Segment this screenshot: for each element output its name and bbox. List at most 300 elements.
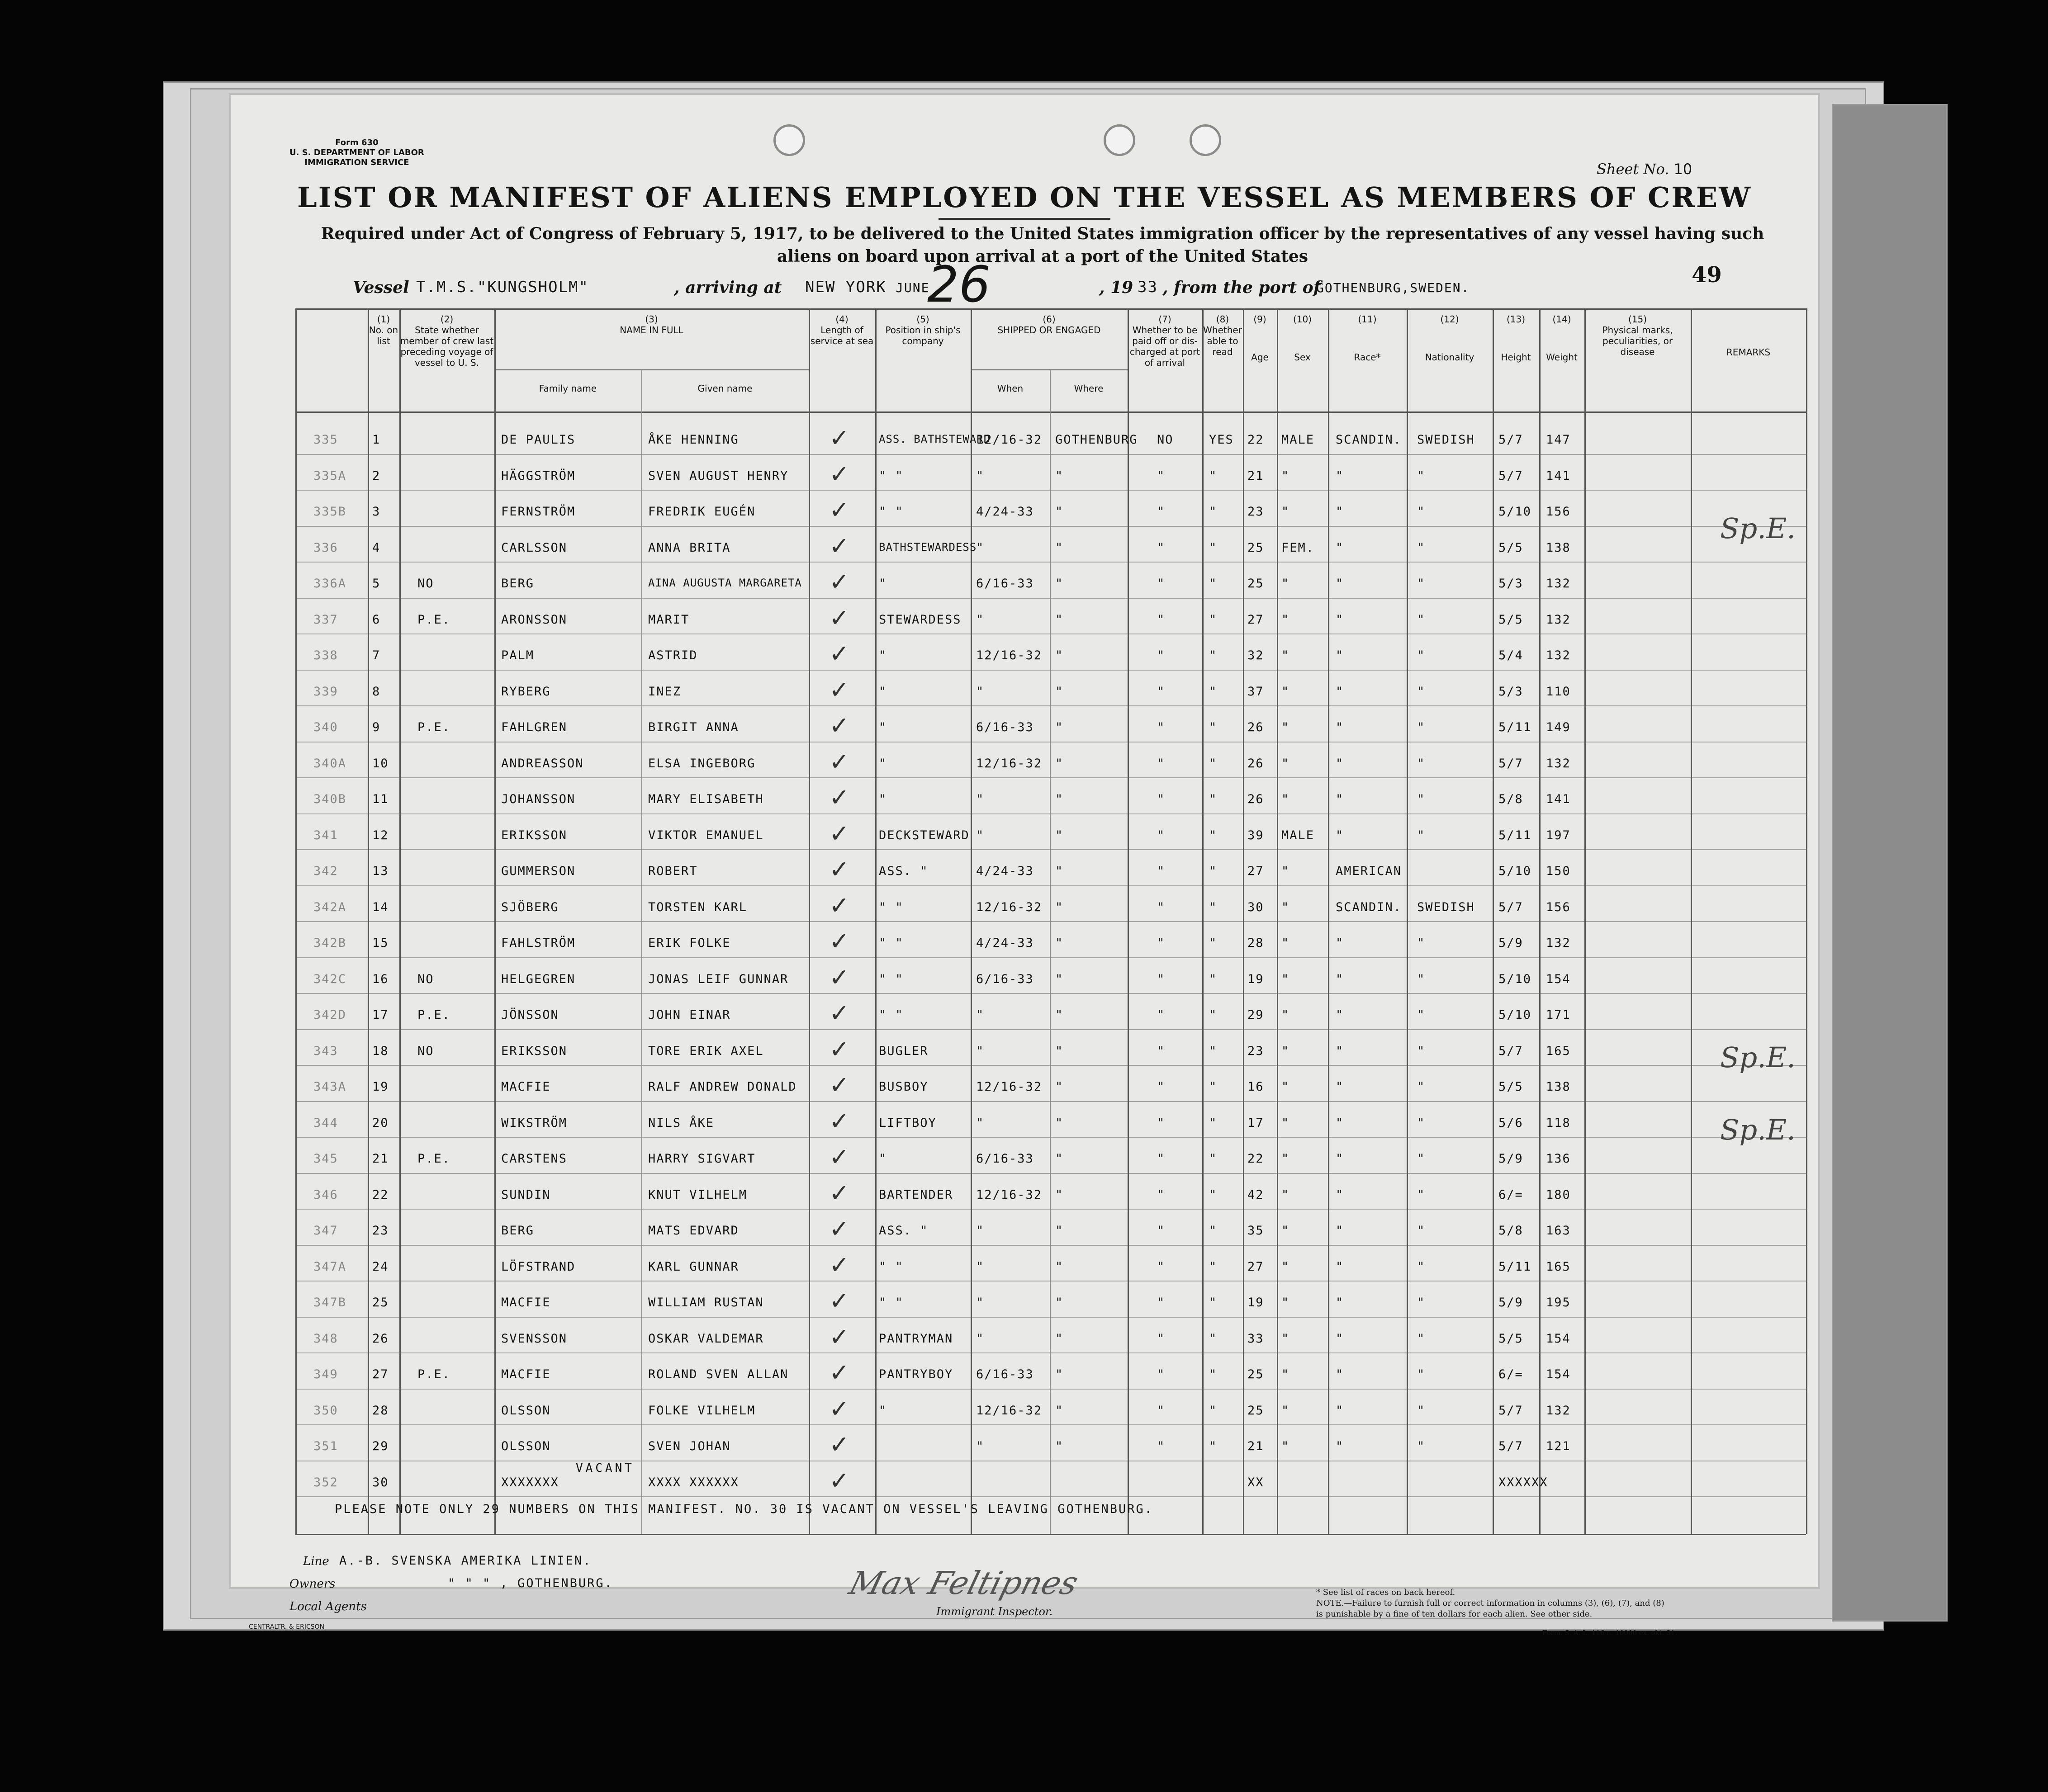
row-family-name: XXXXXXX (501, 1475, 559, 1489)
row-list-number: 1 (372, 433, 381, 447)
row-rule (295, 1029, 1806, 1030)
row-given-name: ASTRID (648, 648, 698, 662)
row-able-to-read: " (1209, 756, 1218, 771)
row-given-name: ELSA INGEBORG (648, 756, 756, 771)
row-race: " (1336, 1187, 1344, 1202)
row-paid-off: " (1157, 1224, 1166, 1238)
row-weight: 197 (1546, 828, 1571, 842)
row-height: 5/10 (1498, 505, 1532, 519)
row-age: 30 (1247, 900, 1264, 914)
row-weight: 132 (1546, 936, 1571, 950)
row-position: " " (879, 1296, 904, 1310)
row-sex: FEM. (1281, 540, 1315, 555)
row-position: BUGLER (879, 1044, 929, 1058)
row-weight: 154 (1546, 972, 1571, 986)
row-given-name: KARL GUNNAR (648, 1259, 739, 1274)
row-ref-number: 340A (313, 756, 347, 771)
arrival-year: 33 (1138, 278, 1158, 296)
year-prefix: , 19 (1099, 278, 1133, 297)
col-header-9: (9) Age (1251, 314, 1269, 363)
row-able-to-read: " (1209, 648, 1218, 662)
row-age: 35 (1247, 1224, 1264, 1238)
row-height: 5/11 (1498, 828, 1532, 842)
row-race: " (1336, 684, 1344, 699)
row-shipped-when: 12/16-32 (976, 648, 1043, 662)
row-position: ASS. BATHSTEWARD (879, 433, 991, 445)
row-position: " " (879, 936, 904, 950)
row-weight: 138 (1546, 1080, 1571, 1094)
row-race: " (1336, 1439, 1344, 1453)
row-race: " (1336, 1152, 1344, 1166)
service-check-icon: ✓ (829, 496, 850, 524)
row-age: 27 (1247, 612, 1264, 627)
row-nationality: " (1417, 972, 1426, 986)
column-divider (368, 308, 369, 1534)
table-header-rule (295, 411, 1806, 413)
row-rule (295, 1209, 1806, 1210)
row-ref-number: 352 (313, 1475, 338, 1489)
row-age: 28 (1247, 936, 1264, 950)
row-height: 5/4 (1498, 648, 1523, 662)
row-paid-off: " (1157, 828, 1166, 842)
row-ref-number: 341 (313, 828, 338, 842)
row-shipped-when: 6/16-33 (976, 1152, 1034, 1166)
service-name: IMMIGRATION SERVICE (304, 158, 409, 167)
row-nationality: " (1417, 1224, 1426, 1238)
department-name: U. S. DEPARTMENT OF LABOR (289, 148, 424, 157)
row-weight: 156 (1546, 505, 1571, 519)
row-able-to-read: " (1209, 972, 1218, 986)
row-family-name: ERIKSSON (501, 1044, 568, 1058)
row-paid-off: NO (1157, 433, 1174, 447)
row-shipped-where: " (1055, 1403, 1064, 1418)
arriving-label: , arriving at (674, 278, 782, 297)
line-label: Line (303, 1555, 329, 1568)
row-sex: " (1281, 720, 1290, 734)
row-position: " (879, 756, 887, 771)
col-header-13: (13) Height (1501, 314, 1531, 363)
row-shipped-where: " (1055, 1259, 1064, 1274)
row-position: " (879, 1403, 887, 1418)
row-family-name: JÖNSSON (501, 1008, 559, 1022)
row-given-name: ERIK FOLKE (648, 936, 731, 950)
service-check-icon: ✓ (829, 424, 850, 452)
row-race: " (1336, 720, 1344, 734)
row-list-number: 18 (372, 1044, 389, 1058)
row-sex: " (1281, 577, 1290, 591)
row-nationality: " (1417, 648, 1426, 662)
row-ref-number: 345 (313, 1152, 338, 1166)
col-header-4: (4) Length of service at sea (810, 314, 874, 346)
row-sex: " (1281, 1296, 1290, 1310)
row-rule (295, 670, 1806, 671)
row-race: " (1336, 1259, 1344, 1274)
row-race: " (1336, 577, 1344, 591)
row-able-to-read: " (1209, 1296, 1218, 1310)
row-weight: 171 (1546, 1008, 1571, 1022)
row-given-name: TORE ERIK AXEL (648, 1044, 764, 1058)
row-previous-voyage: NO (417, 577, 434, 591)
name-subheader-rule (494, 369, 809, 370)
row-family-name: JOHANSSON (501, 792, 576, 806)
row-nationality: " (1417, 505, 1426, 519)
row-given-name: AINA AUGUSTA MARGARETA (648, 577, 802, 589)
service-check-icon: ✓ (829, 1430, 850, 1459)
row-position: PANTRYBOY (879, 1367, 953, 1381)
row-shipped-when: 6/16-33 (976, 577, 1034, 591)
row-list-number: 8 (372, 684, 381, 699)
row-paid-off: " (1157, 684, 1166, 699)
row-ref-number: 343 (313, 1044, 338, 1058)
row-nationality: " (1417, 1296, 1426, 1310)
row-family-name: GUMMERSON (501, 864, 576, 878)
row-position: " (879, 1152, 887, 1166)
footnotes: * See list of races on back hereof. NOTE.—Failure to furnish full or correct information in columns (3), (6), (7), and (8) is punishable by a fine of ten dollars for each alien. See other side. (1316, 1588, 1664, 1619)
row-nationality: " (1417, 540, 1426, 555)
row-position: " " (879, 972, 904, 986)
row-height: 5/7 (1498, 756, 1523, 771)
service-check-icon: ✓ (829, 1071, 850, 1099)
row-shipped-when: " (976, 1331, 985, 1346)
row-paid-off: " (1157, 900, 1166, 914)
col-header-8: (8) Whether able to read (1203, 314, 1242, 357)
row-height: 5/7 (1498, 900, 1523, 914)
row-position: " (879, 684, 887, 699)
row-shipped-when: 4/24-33 (976, 505, 1034, 519)
row-sex: " (1281, 1116, 1290, 1130)
row-rule (295, 1352, 1806, 1353)
row-age: 33 (1247, 1331, 1264, 1346)
row-given-name: NILS ÅKE (648, 1116, 715, 1130)
row-shipped-where: " (1055, 1187, 1064, 1202)
service-check-icon: ✓ (829, 1466, 850, 1495)
row-given-name: INEZ (648, 684, 682, 699)
row-able-to-read: " (1209, 577, 1218, 591)
row-sex: " (1281, 792, 1290, 806)
row-race: " (1336, 936, 1344, 950)
row-nationality: " (1417, 936, 1426, 950)
row-list-number: 30 (372, 1475, 389, 1489)
row-weight: 165 (1546, 1259, 1571, 1274)
row-rule (295, 1245, 1806, 1246)
row-paid-off: " (1157, 792, 1166, 806)
row-age: 25 (1247, 577, 1264, 591)
row-list-number: 7 (372, 648, 381, 662)
row-given-name: MARIT (648, 612, 690, 627)
row-able-to-read: " (1209, 684, 1218, 699)
column-divider (295, 308, 297, 1534)
col-header-11: (11) Race* (1354, 314, 1381, 363)
row-paid-off: " (1157, 1439, 1166, 1453)
row-rule (295, 957, 1806, 958)
row-list-number: 19 (372, 1080, 389, 1094)
row-rule (295, 490, 1806, 491)
row-position: PANTRYMAN (879, 1331, 953, 1346)
row-sex: " (1281, 1439, 1290, 1453)
row-position: " (879, 792, 887, 806)
row-ref-number: 337 (313, 612, 338, 627)
vessel-name: T.M.S."KUNGSHOLM" (416, 278, 589, 296)
row-able-to-read: " (1209, 468, 1218, 483)
row-shipped-when: 4/24-33 (976, 936, 1034, 950)
row-nationality: " (1417, 828, 1426, 842)
row-nationality: " (1417, 720, 1426, 734)
row-shipped-when: " (976, 1259, 985, 1274)
row-shipped-where: " (1055, 828, 1064, 842)
row-position: " (879, 577, 887, 591)
column-divider (1128, 308, 1129, 1534)
service-check-icon: ✓ (829, 1106, 850, 1135)
row-able-to-read: " (1209, 1224, 1218, 1238)
col-header-2: (2) State whether member of crew last preceding voyage of vessel to U. S. (400, 314, 494, 368)
row-previous-voyage: P.E. (417, 720, 451, 734)
row-able-to-read: " (1209, 1044, 1218, 1058)
row-previous-voyage: P.E. (417, 1008, 451, 1022)
row-age: XX (1247, 1475, 1264, 1489)
from-port: GOTHENBURG,SWEDEN. (1316, 280, 1470, 295)
row-family-name: FAHLSTRÖM (501, 936, 576, 950)
row-paid-off: " (1157, 468, 1166, 483)
row-paid-off: " (1157, 1259, 1166, 1274)
row-given-name: KNUT VILHELM (648, 1187, 748, 1202)
row-age: 25 (1247, 540, 1264, 555)
row-ref-number: 347B (313, 1296, 347, 1310)
row-ref-number: 335A (313, 468, 347, 483)
row-weight: 121 (1546, 1439, 1571, 1453)
row-nationality: " (1417, 1439, 1426, 1453)
form-number: Form 630 (335, 138, 379, 147)
service-check-icon: ✓ (829, 747, 850, 776)
row-given-name: OSKAR VALDEMAR (648, 1331, 764, 1346)
service-check-icon: ✓ (829, 603, 850, 632)
arrival-day: 26 (927, 255, 991, 313)
row-able-to-read: " (1209, 1187, 1218, 1202)
row-given-name: MATS EDVARD (648, 1224, 739, 1238)
row-paid-off: " (1157, 1367, 1166, 1381)
row-race: " (1336, 648, 1344, 662)
shipped-subheader-rule (971, 369, 1128, 370)
row-height: 5/10 (1498, 1008, 1532, 1022)
row-shipped-where: " (1055, 900, 1064, 914)
row-height: 5/8 (1498, 792, 1523, 806)
row-list-number: 3 (372, 505, 381, 519)
row-paid-off: " (1157, 1080, 1166, 1094)
row-previous-voyage: NO (417, 1044, 434, 1058)
page-subtitle: Required under Act of Congress of February 5, 1917, to be delivered to the United States immigration officer by the representatives of any vessel having such aliens on board upon arrival at a port of the United States (321, 224, 1764, 266)
row-able-to-read: YES (1209, 433, 1234, 447)
row-position: BATHSTEWARDESS (879, 540, 977, 553)
row-rule (295, 1389, 1806, 1390)
row-nationality: " (1417, 792, 1426, 806)
row-list-number: 15 (372, 936, 389, 950)
row-family-name: MACFIE (501, 1367, 551, 1381)
row-list-number: 5 (372, 577, 381, 591)
row-able-to-read: " (1209, 1403, 1218, 1418)
row-sex: " (1281, 1331, 1290, 1346)
row-age: 25 (1247, 1403, 1264, 1418)
row-list-number: 11 (372, 792, 389, 806)
row-ref-number: 342B (313, 936, 347, 950)
row-race: " (1336, 1044, 1344, 1058)
row-family-name: BERG (501, 577, 535, 591)
row-shipped-where: " (1055, 720, 1064, 734)
row-given-name: ANNA BRITA (648, 540, 731, 555)
row-previous-voyage: P.E. (417, 612, 451, 627)
row-position: " (879, 648, 887, 662)
row-family-name: RYBERG (501, 684, 551, 699)
col-header-10: (10) Sex (1293, 314, 1312, 363)
line-value: A.-B. SVENSKA AMERIKA LINIEN. (339, 1554, 592, 1568)
row-nationality: " (1417, 1116, 1426, 1130)
row-list-number: 12 (372, 828, 389, 842)
row-age: 27 (1247, 864, 1264, 878)
row-able-to-read: " (1209, 1116, 1218, 1130)
row-paid-off: " (1157, 1152, 1166, 1166)
row-rule (295, 705, 1806, 706)
row-shipped-when: 4/24-33 (976, 864, 1034, 878)
row-sex: " (1281, 648, 1290, 662)
row-ref-number: 347A (313, 1259, 347, 1274)
remark-initials: Sp.E. (1720, 512, 1796, 545)
row-nationality: " (1417, 1152, 1426, 1166)
column-divider (875, 308, 877, 1534)
row-list-number: 9 (372, 720, 381, 734)
row-previous-voyage: NO (417, 972, 434, 986)
service-check-icon: ✓ (829, 1286, 850, 1315)
row-height: 5/11 (1498, 720, 1532, 734)
punch-hole-icon (773, 124, 805, 156)
col-header-3: (3) NAME IN FULL (620, 314, 683, 336)
row-list-number: 21 (372, 1152, 389, 1166)
row-family-name: DE PAULIS (501, 433, 576, 447)
row-weight: 180 (1546, 1187, 1571, 1202)
row-rule (295, 1317, 1806, 1318)
row-family-name: HÄGGSTRÖM (501, 468, 576, 483)
row-paid-off: " (1157, 972, 1166, 986)
row-height: 5/5 (1498, 612, 1523, 627)
row-ref-number: 335 (313, 433, 338, 447)
row-sex: " (1281, 1008, 1290, 1022)
row-rule (295, 813, 1806, 814)
service-check-icon: ✓ (829, 855, 850, 884)
row-age: 23 (1247, 1044, 1264, 1058)
row-position: BARTENDER (879, 1187, 953, 1202)
row-ref-number: 335B (313, 505, 347, 519)
printer-credit: CENTRALTR. & ERICSON (249, 1623, 325, 1631)
row-shipped-where: " (1055, 684, 1064, 699)
row-height: 5/7 (1498, 468, 1523, 483)
row-able-to-read: " (1209, 828, 1218, 842)
column-divider (1539, 308, 1541, 1534)
row-sex: " (1281, 972, 1290, 986)
row-height: 5/9 (1498, 1296, 1523, 1310)
row-given-name: BIRGIT ANNA (648, 720, 739, 734)
row-age: 22 (1247, 1152, 1264, 1166)
row-shipped-where: " (1055, 1331, 1064, 1346)
column-divider (641, 369, 642, 1534)
row-rule (295, 598, 1806, 599)
row-race: " (1336, 972, 1344, 986)
row-sex: " (1281, 864, 1290, 878)
row-shipped-when: " (976, 792, 985, 806)
row-race: SCANDIN. (1336, 433, 1402, 447)
row-given-name: VIKTOR EMANUEL (648, 828, 764, 842)
row-list-number: 13 (372, 864, 389, 878)
row-ref-number: 339 (313, 684, 338, 699)
row-family-name: HELGEGREN (501, 972, 576, 986)
row-shipped-where: " (1055, 1439, 1064, 1453)
row-sex: " (1281, 684, 1290, 699)
row-rule (295, 885, 1806, 886)
row-nationality: " (1417, 1080, 1426, 1094)
row-able-to-read: " (1209, 1008, 1218, 1022)
row-able-to-read: " (1209, 900, 1218, 914)
row-rule (295, 1101, 1806, 1102)
row-weight: 118 (1546, 1116, 1571, 1130)
owners-value: " " " , GOTHENBURG. (448, 1576, 613, 1590)
row-nationality: " (1417, 1187, 1426, 1202)
service-check-icon: ✓ (829, 1143, 850, 1171)
service-check-icon: ✓ (829, 1394, 850, 1423)
row-able-to-read: " (1209, 1439, 1218, 1453)
row-rule (295, 562, 1806, 563)
row-sex: " (1281, 505, 1290, 519)
row-paid-off: " (1157, 1403, 1166, 1418)
row-shipped-when: 12/16-32 (976, 1187, 1043, 1202)
service-check-icon: ✓ (829, 711, 850, 740)
row-position: " (879, 720, 887, 734)
row-race: " (1336, 1367, 1344, 1381)
col-header-1: (1) No. on list (369, 314, 398, 346)
row-rule (295, 1173, 1806, 1174)
column-divider (971, 308, 972, 1534)
row-race: " (1336, 1296, 1344, 1310)
row-position: " " (879, 1008, 904, 1022)
row-height: 5/9 (1498, 1152, 1523, 1166)
row-rule (295, 1065, 1806, 1066)
row-sex: MALE (1281, 828, 1315, 842)
punch-hole-icon (1104, 124, 1135, 156)
row-able-to-read: " (1209, 720, 1218, 734)
row-able-to-read: " (1209, 936, 1218, 950)
row-rule (295, 921, 1806, 922)
row-shipped-where: " (1055, 577, 1064, 591)
row-nationality: " (1417, 1403, 1426, 1418)
row-height: 5/10 (1498, 864, 1532, 878)
service-check-icon: ✓ (829, 819, 850, 848)
row-paid-off: " (1157, 720, 1166, 734)
row-height: 5/6 (1498, 1116, 1523, 1130)
service-check-icon: ✓ (829, 1250, 850, 1279)
row-shipped-when: 12/16-32 (976, 1403, 1043, 1418)
title-rule (939, 218, 1110, 220)
service-check-icon: ✓ (829, 1322, 850, 1351)
row-shipped-when: " (976, 540, 985, 555)
service-check-icon: ✓ (829, 891, 850, 920)
column-divider (1691, 308, 1692, 1534)
sheet-value: 10 (1673, 161, 1692, 178)
row-shipped-when: 12/16-32 (976, 900, 1043, 914)
row-able-to-read: " (1209, 1259, 1218, 1274)
row-family-name: FERNSTRÖM (501, 505, 576, 519)
row-nationality: " (1417, 1008, 1426, 1022)
row-age: 25 (1247, 1367, 1264, 1381)
row-sex: " (1281, 1044, 1290, 1058)
row-paid-off: " (1157, 612, 1166, 627)
remark-initials: Sp.E. (1720, 1041, 1796, 1074)
row-family-name: WIKSTRÖM (501, 1116, 568, 1130)
owners-label: Owners (289, 1577, 336, 1591)
